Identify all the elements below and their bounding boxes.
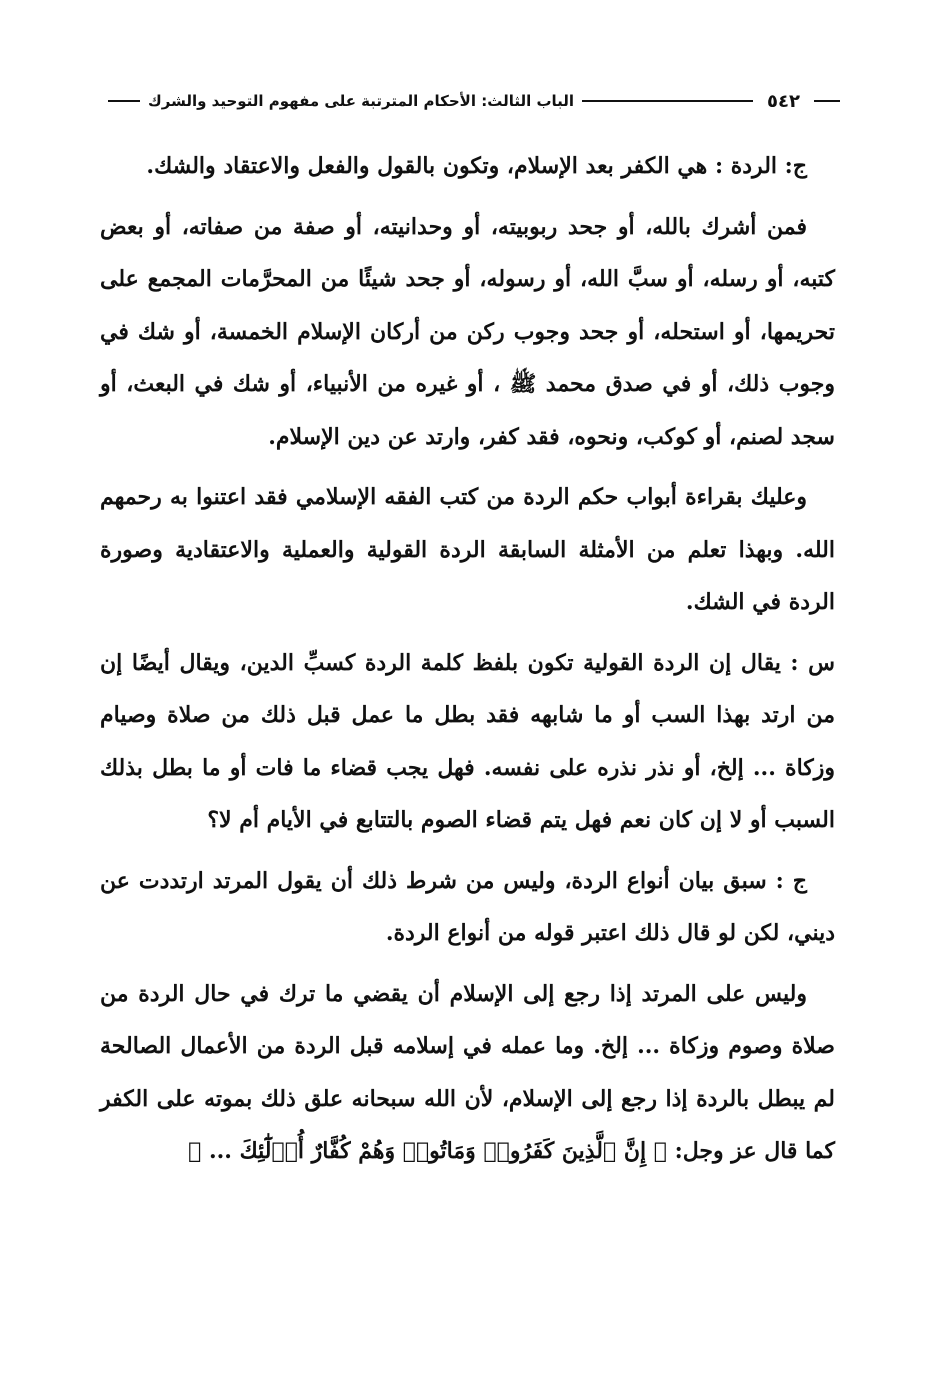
running-title: الباب الثالث: الأحكام المترتبة على مفهوم التوحيد والشرك bbox=[148, 92, 575, 110]
paragraph-answer-definition: ج: الردة : هي الكفر بعد الإسلام، وتكون بالقول والفعل والاعتقاد والشك. bbox=[146, 153, 807, 179]
header-rule-lead bbox=[814, 100, 840, 102]
page-number: ٥٤٢ bbox=[767, 90, 800, 112]
body-text bbox=[100, 140, 835, 1186]
paragraph-fiqh-reading: وعليك بقراءة أبواب حكم الردة من كتب الفقه الإسلامي فقد اعتنوا به رحمهم الله. وبهذا تعلم من الأمثلة السابقة الردة القولية والعملية والاعتقادية وصورة الردة في الشك. bbox=[100, 484, 835, 615]
header-rule bbox=[582, 100, 753, 102]
paragraph-question: س : يقال إن الردة القولية تكون بلفظ كلمة الردة كسبِّ الدين، ويقال أيضًا إن من ارتد بهذا السب أو ما شابهه فقد بطل ما عمل قبل ذلك من صلاة وصيام وزكاة ... إلخ، أو نذر نذره على نفسه. فهل يجب قضاء ما فات أو ما بطل بذلك السبب أو لا إن كان نعم فهل يتم قضاء الصوم بالتتابع في الأيام أم لا؟ bbox=[100, 649, 836, 833]
paragraph-no-makeup: وليس على المرتد إذا رجع إلى الإسلام أن يقضي ما ترك في حال الردة من صلاة وصوم وزكاة ... إلخ. وما عمله في إسلامه قبل الردة من الأعمال الصالحة لم يبطل بالردة إذا رجع إلى الإسلام، لأن الله سبحانه علق ذلك بموته على الكفر كما قال عز وجل: ﴿ إِنَّ ٱلَّذِينَ كَفَرُوا۟ وَمَاتُوا۟ وَهُمْ كُفَّارٌ أُو۟لَٰٓئِكَ ... ﴾ bbox=[100, 980, 835, 1164]
paragraph-apostasy-examples: فمن أشرك بالله، أو جحد ربوبيته، أو وحدانيته، أو صفة من صفاته، أو بعض كتبه، أو رسله، أو سبَّ الله، أو رسوله، أو جحد شيئًا من المحرَّمات المجمع على تحريمها، أو استحله، أو جحد وجوب ركن من أركان الإسلام الخمسة، أو شك في وجوب ذلك، أو في صدق محمد ﷺ ، أو غيره من الأنبياء، أو شك في البعث، أو سجد لصنم، أو كوكب، ونحوه، فقد كفر، وارتد عن دين الإسلام. bbox=[100, 213, 835, 450]
paragraph-answer-types: ج : سبق بيان أنواع الردة، وليس من شرط ذلك أن يقول المرتد ارتددت عن ديني، لكن لو قال ذلك اعتبر قوله من أنواع الردة. bbox=[100, 867, 835, 946]
header-rule-trail bbox=[108, 100, 140, 102]
running-header bbox=[100, 84, 840, 118]
